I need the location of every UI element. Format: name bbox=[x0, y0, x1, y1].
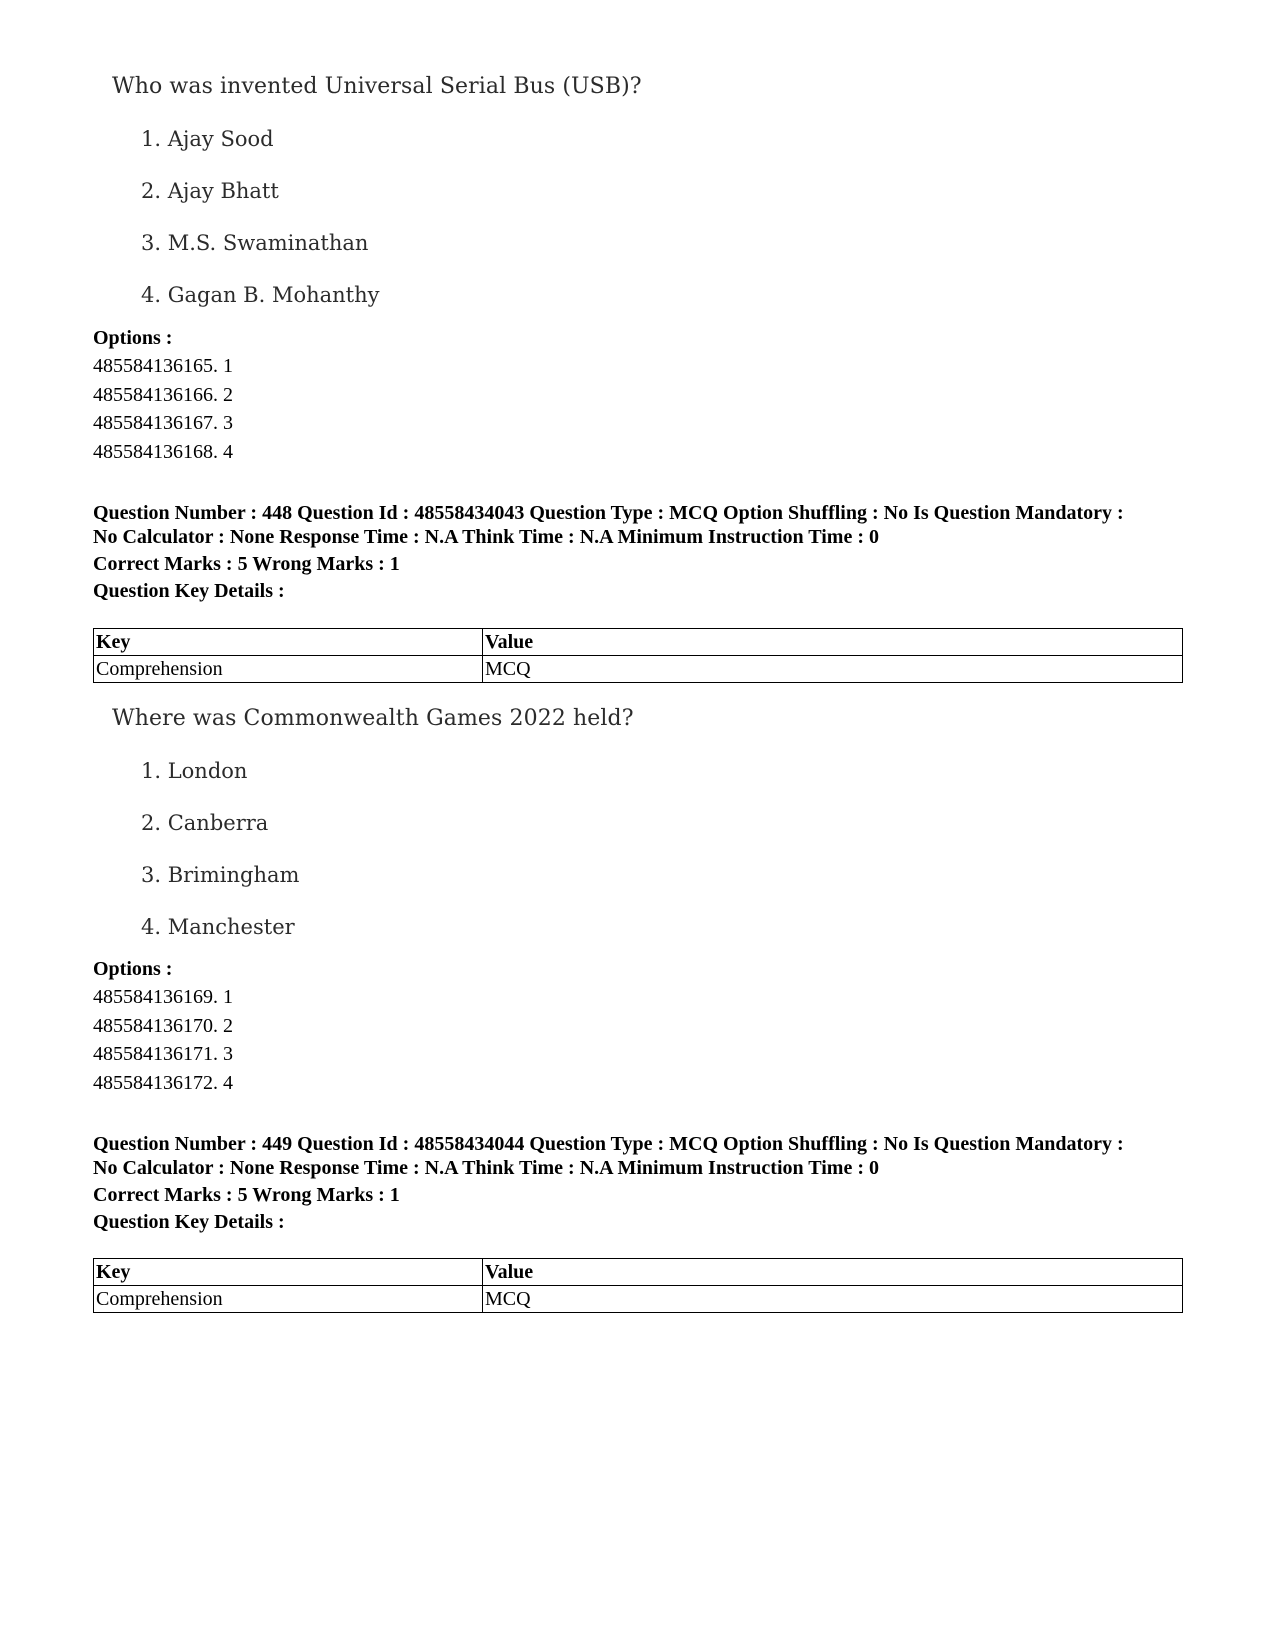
choice-4: 4. Gagan B. Mohanthy bbox=[141, 283, 380, 307]
options-block bbox=[93, 957, 1193, 1097]
choice-3: 3. Brimingham bbox=[141, 863, 300, 887]
key-details-label: Question Key Details : bbox=[93, 580, 285, 602]
option-id: 485584136165. 1 bbox=[93, 355, 233, 377]
choice-2: 2. Canberra bbox=[141, 811, 269, 835]
question-text: Who was invented Universal Serial Bus (USB)? bbox=[112, 74, 642, 99]
choice-2: 2. Ajay Bhatt bbox=[141, 179, 279, 203]
choice-1: 1. Ajay Sood bbox=[141, 127, 274, 151]
question-text: Where was Commonwealth Games 2022 held? bbox=[112, 706, 634, 731]
choice-1: 1. London bbox=[141, 759, 248, 783]
table-header-key: Key bbox=[94, 629, 483, 656]
meta-line-2: No Calculator : None Response Time : N.A Think Time : N.A Minimum Instruction Time : 0 bbox=[93, 526, 879, 548]
table-header-value: Value bbox=[483, 629, 1183, 656]
question-image bbox=[112, 74, 642, 307]
table-cell-key: Comprehension bbox=[94, 1286, 483, 1313]
option-id: 485584136170. 2 bbox=[93, 1014, 233, 1037]
options-label: Options : bbox=[93, 327, 173, 349]
meta-line-1: Question Number : 448 Question Id : 48558434043 Question Type : MCQ Option Shuffling : No Is Question Mandatory : bbox=[93, 502, 1124, 524]
table-cell-value: MCQ bbox=[483, 1286, 1183, 1313]
marks-line: Correct Marks : 5 Wrong Marks : 1 bbox=[93, 553, 400, 575]
marks-line: Correct Marks : 5 Wrong Marks : 1 bbox=[93, 1184, 400, 1206]
table-cell-value: MCQ bbox=[483, 656, 1183, 683]
meta-line-2: No Calculator : None Response Time : N.A Think Time : N.A Minimum Instruction Time : 0 bbox=[93, 1157, 879, 1179]
question-meta bbox=[93, 1132, 1193, 1234]
option-id: 485584136171. 3 bbox=[93, 1043, 233, 1065]
key-details-label: Question Key Details : bbox=[93, 1211, 285, 1233]
table-row bbox=[94, 1286, 1183, 1313]
key-value-table bbox=[93, 628, 1183, 683]
table-header-row bbox=[94, 629, 1183, 656]
option-id: 485584136166. 2 bbox=[93, 383, 233, 406]
options-label: Options : bbox=[93, 958, 173, 980]
table-header-row bbox=[94, 1259, 1183, 1286]
choice-4: 4. Manchester bbox=[141, 915, 295, 939]
table-row bbox=[94, 656, 1183, 683]
meta-line-1: Question Number : 449 Question Id : 48558434044 Question Type : MCQ Option Shuffling : No Is Question Mandatory : bbox=[93, 1133, 1124, 1155]
option-id: 485584136169. 1 bbox=[93, 986, 233, 1008]
options-block bbox=[93, 326, 1193, 466]
question-meta bbox=[93, 501, 1193, 603]
question-image bbox=[112, 706, 634, 939]
key-value-table bbox=[93, 1258, 1183, 1313]
table-cell-key: Comprehension bbox=[94, 656, 483, 683]
option-id: 485584136167. 3 bbox=[93, 412, 233, 434]
choice-3: 3. M.S. Swaminathan bbox=[141, 231, 369, 255]
table-header-value: Value bbox=[483, 1259, 1183, 1286]
option-id: 485584136172. 4 bbox=[93, 1071, 233, 1094]
option-id: 485584136168. 4 bbox=[93, 440, 233, 463]
table-header-key: Key bbox=[94, 1259, 483, 1286]
